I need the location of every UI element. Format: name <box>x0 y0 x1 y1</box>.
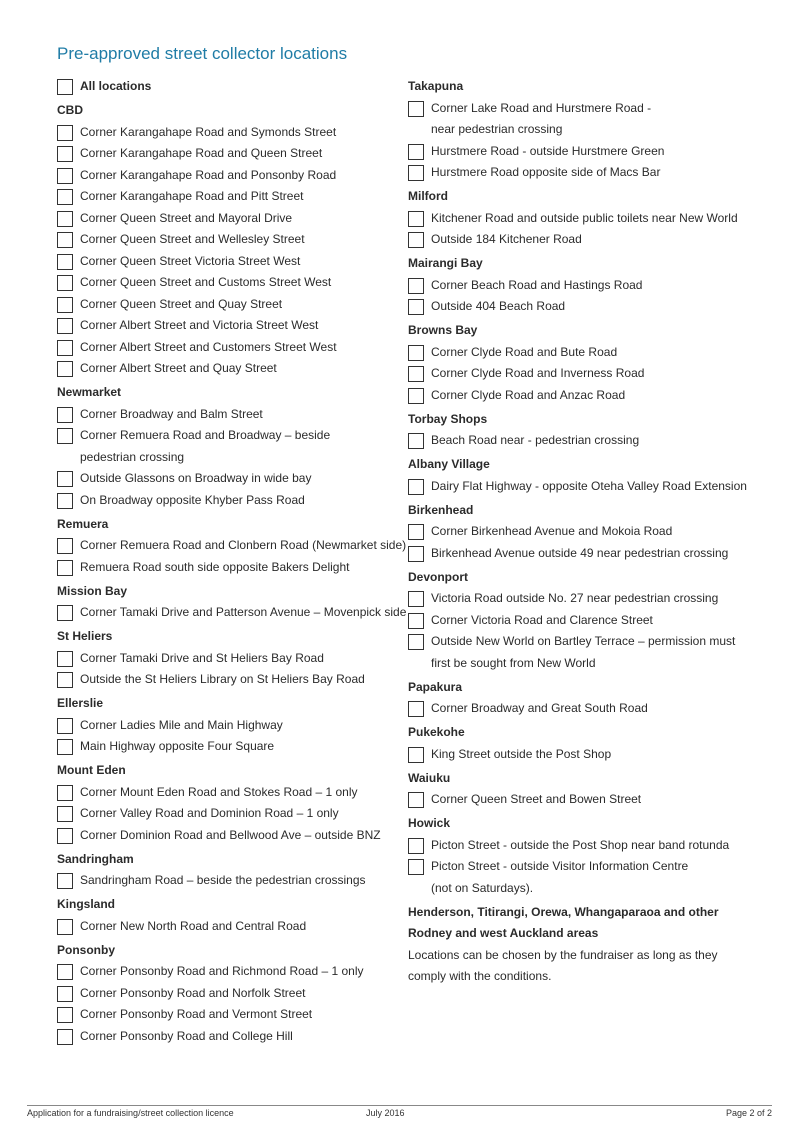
location-option[interactable] <box>57 337 397 359</box>
location-label: Corner Clyde Road and Anzac Road <box>431 387 626 402</box>
location-label: Corner Karangahape Road and Queen Street <box>80 146 323 160</box>
location-label: Outside Glassons on Broadway in wide bay <box>80 471 312 485</box>
location-option[interactable] <box>57 186 397 208</box>
location-label: Corner Albert Street and Customers Street West <box>80 339 337 354</box>
location-checkbox[interactable] <box>57 986 73 1002</box>
location-option[interactable] <box>57 736 397 758</box>
location-checkbox[interactable] <box>408 345 424 361</box>
location-label: Corner Ponsonby Road and Norfolk Street <box>80 985 306 1000</box>
location-checkbox[interactable] <box>57 919 73 935</box>
location-option[interactable] <box>408 476 778 498</box>
location-label: Corner Beach Road and Hastings Road <box>431 277 643 292</box>
location-option[interactable] <box>408 835 778 857</box>
location-label: Corner Karangahape Road and Symonds Street <box>80 124 337 139</box>
location-option[interactable] <box>57 669 397 691</box>
location-option[interactable] <box>408 856 778 878</box>
location-label: Corner Remuera Road and Clonbern Road (Newmarket side) <box>80 538 407 552</box>
location-checkbox[interactable] <box>57 964 73 980</box>
location-label: Outside New World on Bartley Terrace – permission must <box>431 634 736 648</box>
location-option[interactable] <box>408 141 778 163</box>
location-label: Corner Albert Street and Victoria Street West <box>80 318 319 332</box>
location-label: Corner Queen Street and Mayoral Drive <box>80 210 293 225</box>
location-checkbox[interactable] <box>57 232 73 248</box>
conditions-note: comply with the conditions. <box>408 969 552 983</box>
location-label: Corner Dominion Road and Bellwood Ave – outside BNZ <box>80 827 381 842</box>
location-option[interactable] <box>57 76 397 98</box>
left-column <box>57 76 407 1047</box>
location-option[interactable] <box>57 251 397 273</box>
location-label: Corner Clyde Road and Bute Road <box>431 344 618 359</box>
location-option[interactable] <box>57 122 397 144</box>
location-checkbox[interactable] <box>57 125 73 141</box>
location-label-continuation: near pedestrian crossing <box>431 122 563 136</box>
location-checkbox[interactable] <box>57 471 73 487</box>
location-checkbox[interactable] <box>408 747 424 763</box>
location-checkbox[interactable] <box>57 739 73 755</box>
location-checkbox[interactable] <box>408 278 424 294</box>
location-option[interactable] <box>57 782 397 804</box>
location-label: Corner Karangahape Road and Ponsonby Road <box>80 167 337 182</box>
location-checkbox[interactable] <box>57 538 73 554</box>
location-option[interactable] <box>408 789 778 811</box>
location-label: Corner Broadway and Balm Street <box>80 406 263 421</box>
location-checkbox[interactable] <box>57 254 73 270</box>
location-option[interactable] <box>57 358 397 380</box>
section-heading: Howick <box>408 816 451 830</box>
location-option[interactable] <box>57 208 397 230</box>
location-option[interactable] <box>57 602 407 624</box>
location-label: Sandringham Road – beside the pedestrian crossings <box>80 873 366 887</box>
location-checkbox[interactable] <box>408 366 424 382</box>
location-checkbox[interactable] <box>57 340 73 356</box>
location-option[interactable] <box>57 165 397 187</box>
location-option[interactable] <box>408 208 778 230</box>
location-checkbox[interactable] <box>408 838 424 854</box>
location-label: Main Highway opposite Four Square <box>80 739 275 753</box>
location-option[interactable] <box>57 490 397 512</box>
location-checkbox[interactable] <box>408 701 424 717</box>
location-option[interactable] <box>57 315 397 337</box>
location-checkbox[interactable] <box>57 1029 73 1045</box>
location-label: Corner Queen Street and Bowen Street <box>431 792 642 806</box>
location-checkbox[interactable] <box>408 144 424 160</box>
location-label: King Street outside the Post Shop <box>431 746 612 761</box>
location-label: Corner Queen Street and Wellesley Street <box>80 232 305 246</box>
location-option[interactable] <box>57 715 397 737</box>
location-option[interactable] <box>57 983 397 1005</box>
section-heading: Newmarket <box>57 385 122 399</box>
location-checkbox[interactable] <box>408 613 424 629</box>
location-option[interactable] <box>57 425 397 447</box>
location-option[interactable] <box>408 543 778 565</box>
location-checkbox[interactable] <box>57 718 73 734</box>
section-heading: Rodney and west Auckland areas <box>408 926 599 940</box>
location-label: Beach Road near - pedestrian crossing <box>431 433 640 447</box>
section-heading: Mount Eden <box>57 763 126 777</box>
section-heading: Milford <box>408 189 448 203</box>
location-option[interactable] <box>408 229 778 251</box>
section-heading: Birkenhead <box>408 502 474 517</box>
location-checkbox[interactable] <box>408 299 424 315</box>
location-label: Outside the St Heliers Library on St Heliers Bay Road <box>80 672 365 686</box>
location-option[interactable] <box>57 229 397 251</box>
location-label: Hurstmere Road - outside Hurstmere Green <box>431 143 665 158</box>
section-heading: Papakura <box>408 679 463 694</box>
location-label: Corner Remuera Road and Broadway – beside <box>80 428 331 442</box>
location-label: Corner Mount Eden Road and Stokes Road – 1 only <box>80 784 358 799</box>
location-label: Corner Ponsonby Road and Vermont Street <box>80 1007 313 1021</box>
section-heading: Pukekohe <box>408 725 465 739</box>
location-checkbox[interactable] <box>57 1007 73 1023</box>
location-option[interactable] <box>57 143 397 165</box>
location-option[interactable] <box>57 1026 397 1048</box>
section-heading: Sandringham <box>57 851 134 866</box>
location-option[interactable] <box>408 98 778 120</box>
section-heading: Ellerslie <box>57 696 104 710</box>
location-checkbox[interactable] <box>408 479 424 495</box>
location-checkbox[interactable] <box>408 859 424 875</box>
location-checkbox[interactable] <box>408 388 424 404</box>
location-checkbox[interactable] <box>408 232 424 248</box>
location-option[interactable] <box>408 610 778 632</box>
location-checkbox[interactable] <box>57 79 73 95</box>
location-option[interactable] <box>57 916 397 938</box>
section-heading: Ponsonby <box>57 942 116 957</box>
location-checkbox[interactable] <box>57 605 73 621</box>
location-checkbox[interactable] <box>57 275 73 291</box>
location-checkbox[interactable] <box>408 546 424 562</box>
location-label-continuation: pedestrian crossing <box>80 449 185 464</box>
location-option[interactable] <box>57 870 397 892</box>
location-checkbox[interactable] <box>408 634 424 650</box>
location-checkbox[interactable] <box>408 211 424 227</box>
section-heading: Waiuku <box>408 770 451 785</box>
location-checkbox[interactable] <box>408 433 424 449</box>
section-heading: Kingsland <box>57 897 116 911</box>
location-label: Remuera Road south side opposite Bakers Delight <box>80 559 350 574</box>
location-label: Corner Queen Street and Customs Street West <box>80 275 332 289</box>
location-label: Corner Valley Road and Dominion Road – 1 only <box>80 806 339 820</box>
section-heading: Takapuna <box>408 79 464 93</box>
location-checkbox[interactable] <box>57 189 73 205</box>
location-option[interactable] <box>408 296 778 318</box>
footer-date: July 2016 <box>366 1108 405 1118</box>
section-heading: Remuera <box>57 516 109 531</box>
location-checkbox[interactable] <box>57 560 73 576</box>
location-option[interactable] <box>57 648 397 670</box>
footer-document-title: Application for a fundraising/street collection licence <box>27 1108 234 1118</box>
location-label: Corner New North Road and Central Road <box>80 918 307 933</box>
footer-page-number: Page 2 of 2 <box>725 1108 772 1118</box>
location-label: Kitchener Road and outside public toilets near New World <box>431 210 738 225</box>
location-option[interactable] <box>408 342 778 364</box>
location-label: Corner Birkenhead Avenue and Mokoia Road <box>431 524 673 538</box>
section-heading: Torbay Shops <box>408 411 488 426</box>
location-label: Hurstmere Road opposite side of Macs Bar <box>431 165 661 179</box>
section-heading: Devonport <box>408 569 468 584</box>
location-checkbox[interactable] <box>57 407 73 423</box>
location-checkbox[interactable] <box>57 672 73 688</box>
location-label: Corner Broadway and Great South Road <box>431 701 648 715</box>
location-checkbox[interactable] <box>408 524 424 540</box>
location-option[interactable] <box>57 404 397 426</box>
right-column <box>408 76 778 988</box>
location-checkbox[interactable] <box>57 146 73 162</box>
location-label: On Broadway opposite Khyber Pass Road <box>80 492 305 507</box>
location-label: Picton Street - outside Visitor Information Centre <box>431 859 689 873</box>
location-option[interactable] <box>57 272 397 294</box>
location-option[interactable] <box>408 385 778 407</box>
location-checkbox[interactable] <box>57 651 73 667</box>
location-label: Corner Karangahape Road and Pitt Street <box>80 189 304 203</box>
location-option[interactable] <box>57 294 397 316</box>
location-checkbox[interactable] <box>408 101 424 117</box>
section-heading: Albany Village <box>408 457 490 471</box>
location-label: Corner Ponsonby Road and Richmond Road – 1 only <box>80 964 364 978</box>
page-title: Pre-approved street collector locations <box>57 44 348 63</box>
location-option[interactable] <box>57 803 397 825</box>
section-heading: Mission Bay <box>57 583 128 598</box>
location-option[interactable] <box>408 588 778 610</box>
location-option[interactable] <box>408 430 778 452</box>
conditions-note: Locations can be chosen by the fundraiser as long as they <box>408 947 718 962</box>
location-option[interactable] <box>57 535 407 557</box>
location-option[interactable] <box>408 275 778 297</box>
location-label: Outside 184 Kitchener Road <box>431 232 582 246</box>
location-label: Corner Tamaki Drive and St Heliers Bay Road <box>80 650 324 665</box>
location-label: Dairy Flat Highway - opposite Oteha Valley Road Extension <box>431 478 747 493</box>
section-heading: St Heliers <box>57 629 113 643</box>
location-option[interactable] <box>408 521 778 543</box>
location-checkbox[interactable] <box>57 211 73 227</box>
location-label: Birkenhead Avenue outside 49 near pedestrian crossing <box>431 545 729 560</box>
location-option[interactable] <box>57 961 397 983</box>
location-label: Picton Street - outside the Post Shop near band rotunda <box>431 837 730 852</box>
location-option[interactable] <box>408 363 778 385</box>
location-option[interactable] <box>57 825 397 847</box>
location-label: Corner Ladies Mile and Main Highway <box>80 717 283 732</box>
section-heading: Browns Bay <box>408 323 478 337</box>
location-label: Corner Queen Street Victoria Street West <box>80 253 301 268</box>
location-checkbox[interactable] <box>408 591 424 607</box>
section-heading: Henderson, Titirangi, Orewa, Whangaparaoa and other <box>408 904 719 919</box>
location-label-continuation: (not on Saturdays). <box>431 880 534 895</box>
location-option[interactable] <box>57 468 397 490</box>
location-label: Corner Clyde Road and Inverness Road <box>431 366 645 380</box>
location-checkbox[interactable] <box>57 428 73 444</box>
location-option[interactable] <box>57 1004 397 1026</box>
location-label: Corner Albert Street and Quay Street <box>80 361 277 375</box>
location-checkbox[interactable] <box>57 785 73 801</box>
section-heading: Mairangi Bay <box>408 256 483 270</box>
location-label: Corner Ponsonby Road and College Hill <box>80 1028 293 1043</box>
location-checkbox[interactable] <box>408 792 424 808</box>
location-label: Victoria Road outside No. 27 near pedestrian crossing <box>431 591 719 605</box>
location-label-continuation: first be sought from New World <box>431 655 596 670</box>
location-checkbox[interactable] <box>57 318 73 334</box>
location-option[interactable] <box>408 162 778 184</box>
location-checkbox[interactable] <box>57 806 73 822</box>
location-label: Corner Queen Street and Quay Street <box>80 296 283 311</box>
location-checkbox[interactable] <box>57 168 73 184</box>
location-label: Corner Tamaki Drive and Patterson Avenue – Movenpick side <box>80 605 407 619</box>
location-label: Corner Victoria Road and Clarence Street <box>431 612 653 627</box>
location-option[interactable] <box>408 631 778 653</box>
location-checkbox[interactable] <box>57 361 73 377</box>
location-checkbox[interactable] <box>57 873 73 889</box>
location-label: Corner Lake Road and Hurstmere Road - <box>431 100 652 115</box>
section-heading: CBD <box>57 103 83 117</box>
location-option[interactable] <box>408 744 778 766</box>
location-option[interactable] <box>408 698 778 720</box>
location-option[interactable] <box>57 557 397 579</box>
location-checkbox[interactable] <box>57 297 73 313</box>
location-checkbox[interactable] <box>408 165 424 181</box>
location-checkbox[interactable] <box>57 828 73 844</box>
location-checkbox[interactable] <box>57 493 73 509</box>
location-label: Outside 404 Beach Road <box>431 299 566 313</box>
location-label: All locations <box>80 79 152 93</box>
